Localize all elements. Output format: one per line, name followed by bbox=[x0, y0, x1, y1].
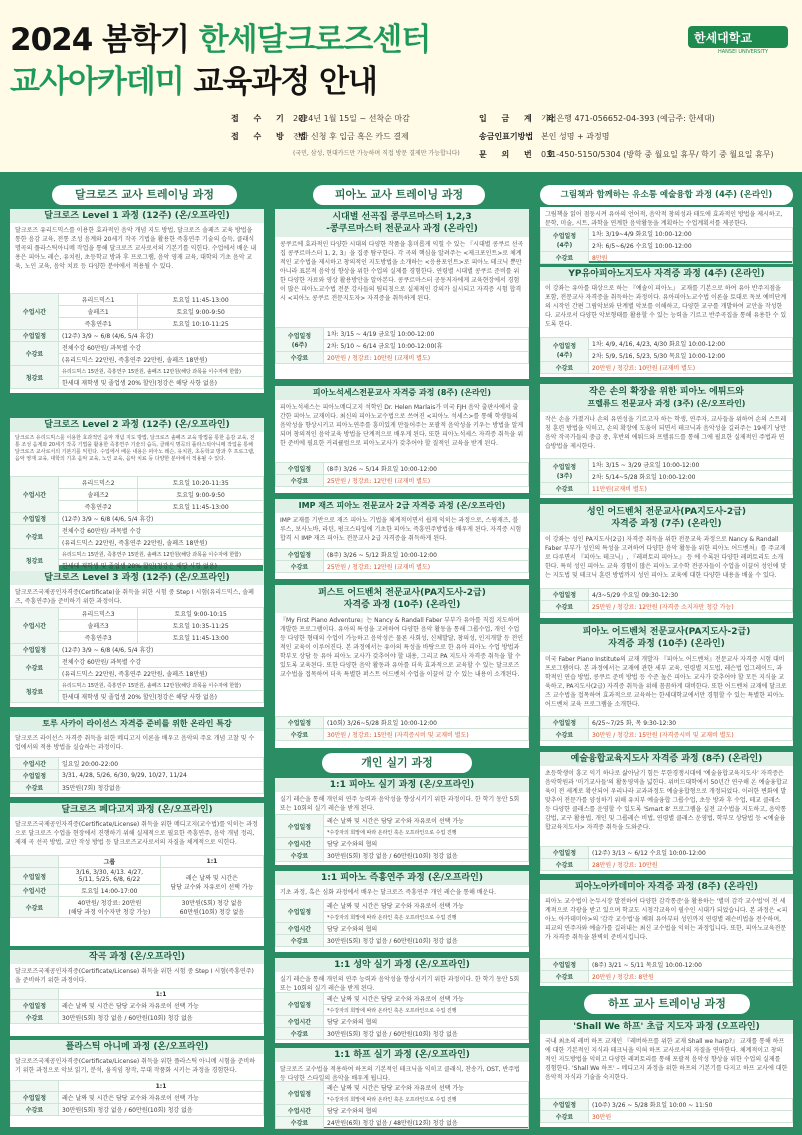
course-desc: 달크로즈 라이선스 자격증 취득을 위한 메디고지 이론을 배우고 음악의 주요 개념 고찰 및 수업에서의 적용 방법을 실습하는 과정이다. bbox=[15, 735, 255, 751]
section-dalcroze-title: 달크로즈 교사 트레이닝 과정 bbox=[52, 185, 237, 205]
course-harp-1on1 bbox=[275, 1048, 529, 1127]
course-first-adventure bbox=[275, 585, 529, 748]
title-line-2: 교사아카데미 교육과정 안내 bbox=[10, 64, 377, 100]
section-piano-title: 피아노 교사 트레이닝 과정 bbox=[313, 185, 485, 205]
course-table: 1:1 수업일정 레슨 날짜 및 시간은 담당 교수와 자유로이 선택 가능 수강료 30만원(5회) 청강 없음 / 60만원(10회) 청강 없음 bbox=[10, 1080, 264, 1116]
info-method: 접 수 방 법전화 신청 후 입금 혹은 카드 결제 bbox=[231, 132, 409, 141]
course-table: 수업일정 레슨 날짜 및 시간은 담당 교수와 자유로이 선택 가능 *수강자의 희망에 따라 온라인 혹은 오프라인으로 수업 진행 수업시간 담당 교수와의 협의 수강료 24만원(6회) 청강 없음 / 48만원(12회) 청강 없음 bbox=[275, 1081, 529, 1129]
course-level1 bbox=[10, 209, 264, 393]
course-table: 수업시간 유리드믹스2 토요일 10:20-11:35 솔페즈2 토요일 9:00-9:50 즉흥연주2 토요일 11:45-13:00 수업일정 (12주) 3/9 ~ 6/8 (4/6, 5/4 휴강) 수강료 전체수강 60만원/ 과목별 수강 (유리드믹스 22만원, 즉흥연주 22만원, 솔페즈 18만원) 청강료 유리드믹스 15만원, 즉흥연주 15만원, 솔페즈 12만원(해당 과목을 이수자에 한함) 한세대 재학생 및 졸업생 20% 할인(청강은 해당 사항 없음) bbox=[10, 476, 264, 572]
course-title: 작곡 과정 (온/오프라인) bbox=[10, 950, 264, 964]
course-desc: 실기 레슨을 통해 개인의 연주 능력과 음악성을 향상시키기 위한 과정이다. 한 학기 동안 5회 또는 10회의 실기 레슨을 받게 된다. bbox=[280, 796, 520, 812]
course-desc: 이 강좌는 유아를 대상으로 하는 『예솔이 피아노』 교재를 기본으로 하여 유아 반주지점을 포함, 전문교사 자격증을 취득하는 과정이다. 유아피아노교수법 이론을 토대로 독보 예비단계의 시작인 간편 그림악보와 단계별 악보를 이해하고, 다양한 교구를 개발하여 교안을 작성한다. 교사로서 다양한 악보형태를 활용할 수 있는 능력을 기르고 반주곡집을 통해 유용한 수 있도록 한다. bbox=[545, 285, 787, 328]
course-shall-we-harp bbox=[540, 1020, 793, 1127]
course-table: 수업시간 유리드믹스1 토요일 11:45-13:00 솔페즈1 토요일 9:00-9:50 즉흥연주1 토요일 10:10-11:25 수업일정 (12주) 3/9 ~ 6/8 (4/6, 5/4 휴강) 수강료 전체수강 60만원/ 과목별 수강 (유리드믹스 22만원, 즉흥연주 22만원, 솔페즈 18만원) 청강료 유리드믹스 15만원, 즉흥연주 15만원, 솔페즈 12만원(해당 과목을 이수자에 한함) 한세대 재학생 및 졸업생 20% 할인(청강은 해당 사항 없음) bbox=[10, 293, 264, 389]
course-table: 수업일정 레슨 날짜 및 시간은 담당 교수와 자유로이 선택 가능 *수강자의 희망에 따라 온라인 혹은 오프라인으로 수업 진행 수업시간 담당 교수와의 협의 수강료 30만원(5회) 청강 없음 / 60만원(10회) 청강 없음 bbox=[275, 814, 529, 862]
course-imp-jazz bbox=[275, 499, 529, 579]
course-title: 작은 손의 확장을 위한 피아노 에튀드와 프렐류드 전문교사 과정 (3주) (온/오프라인) bbox=[540, 384, 793, 412]
course-piano-adventure bbox=[540, 624, 793, 746]
course-toru bbox=[10, 717, 264, 797]
course-table: 수업일정 (12주) 3/13 ~ 6/12 수요일 10:00-12:00 수강료 28만원 / 청강료: 10만원 bbox=[540, 846, 793, 871]
course-title: 달크로즈 Level 2 과정 (12주) (온/오프라인) bbox=[10, 418, 264, 432]
course-table: 수업일정 레슨 날짜 및 시간은 담당 교수와 자유로이 선택 가능 *수강자의 희망에 따라 온라인 혹은 오프라인으로 수업 진행 수업시간 담당 교수와의 협의 수강료 30만원(5회) 청강 없음 / 60만원(10회) 청강 없음 bbox=[275, 899, 529, 947]
course-desc: 피아노 교수법이 논두시장 발전하여 다양한 감각통준'을 활용하는 '별미 감각 교수법'이 전 세계적으로 각광을 받고 있으며 학교도 시청각교육이 필수인 시대가 되었습니다. 본 과정은 <피아노 아카데미아>의 '감각 교수법'을 배워 유아부터 성인까지 연령별 레슨비법을 전수하며, 피교의 연주자와 예술가를 길러내는 최신 교수법을 익히는 과정입니다. 또한, 피아노교육전문가 자격증 취득을 완벽히 준비시킵니다. bbox=[545, 898, 788, 941]
course-picturebook bbox=[540, 207, 793, 261]
course-desc: 기초 과정, 혹은 심화 과정에서 배우는 달크로즈 즉흥연주 개인 레슨을 통해 배운다. bbox=[280, 889, 497, 896]
course-title: YP유아피아노지도사 자격증 과정 (4주) (온라인) bbox=[540, 267, 793, 281]
course-table: 1:1 수업일정 레슨 날짜 및 시간은 담당 교수와 자유로이 선택 가능 수강료 30만원(5회) 청강 없음 / 60만원(10회) 청강 없음 bbox=[10, 988, 264, 1024]
course-adult-adventure bbox=[540, 504, 793, 618]
course-title: 달크로즈 Level 1 과정 (12주) (온/오프라인) bbox=[10, 209, 264, 223]
course-table: 수업일정 (6주) 1차: 3/15 ~ 4/19 금요일 10:00-12:00 2차: 5/10 ~ 6/14 금요일 10:00-12:00(휴 수강료 20만원 / 청강료: 10만원 (교재비 별도) bbox=[275, 327, 529, 364]
course-title: 달크로즈 Level 3 과정 (12주) (온/오프라인) bbox=[10, 571, 264, 585]
course-table: 수업일정 (10회) 3/26~5/28 화요일 10:00-12:00 수강료 30만원 / 청강료: 15만원 (자격증시비 및 교재비 별도) bbox=[275, 716, 529, 741]
course-table: 수업시간 일요일 20:00-22:00 수업일정 3/31, 4/28, 5/26, 6/30, 9/29, 10/27, 11/24 수강료 35만원(7회) 청강없음 bbox=[10, 757, 264, 794]
course-table: 수업일정 (8주) 3/26 ~ 5/12 화요일 10:00-12:00 수강료 25만원 / 청강료: 12만원 (교재비 별도) bbox=[275, 548, 529, 573]
course-piano-academia bbox=[540, 880, 793, 986]
course-desc: 달크로즈 유리드믹스를 이용한 효과적인 음악 개념 지도 방법, 달크로즈 솔페즈 교육 방법을 통한 음감 교육, 전통 조성 음계와 20세기 작곡 기법을 활용한 즉흥연주 기술의 습득, 클래식 명곡의 플라스틱아니메 작업을 통해 달크로즈 교사로서의 기본기를 익힌다. 수업에서 배운 내용은 피아노 레슨, 유치원, 초등학교 방과 후 프로그램, 음악 영재 교육, 대학의 기초 음악 교육, 노인 교육, 음악 치료 등 다양한 분야에서 적용될 수 있다. bbox=[15, 435, 255, 462]
course-plastique bbox=[10, 1040, 264, 1127]
course-desc: 달크로즈국제공인자격증(Certificate)을 취득을 위한 시험 중 Step I 시험(유리드믹스, 솔페즈, 즉흥연주)을 준비하기 위한 과정이다. bbox=[15, 589, 254, 605]
course-title: 피아노석세스전문교사 자격증 과정 (8주) (온라인) bbox=[275, 386, 529, 400]
course-title: 1:1 피아노 실기 과정 (온/오프라인) bbox=[275, 778, 529, 792]
course-desc: 달크로즈 교수법을 적용하여 하프의 기본적인 테크닉을 익히고 클래식, 찬송가, OST, 반주법 등 다양한 스타일의 음악을 배우게 됩니다. bbox=[280, 1066, 520, 1082]
course-desc: 달크로즈국제공인자격증(Certificate/License) 취득을 위한 시험 중 Step I 시험(즉흥연주)을 준비하기 위한 과정이다. bbox=[15, 968, 254, 984]
info-account: 입 금 계 좌기업은행 471-056652-04-393 (예금주: 한세대) bbox=[479, 114, 715, 123]
header-area bbox=[0, 0, 802, 172]
course-title: 달크로즈 페다고지 과정 (온/오프라인) bbox=[10, 803, 264, 817]
info-sender: 송금인표기방법 본인 성명 + 과정명 bbox=[479, 132, 610, 141]
course-piano-success bbox=[275, 386, 529, 493]
section-harp-title: 하프 교사 트레이닝 과정 bbox=[584, 994, 750, 1014]
course-level2 bbox=[10, 418, 264, 570]
course-improv-1on1 bbox=[275, 871, 529, 952]
course-title: 피아노아카데미아 자격증 과정 (8주) (온라인) bbox=[540, 880, 793, 894]
course-table: 수업일정 (8주) 3/26 ~ 5/14 화요일 10:00-12:00 수강료 25만원 / 청강료: 12만원 (교재비 별도) bbox=[275, 462, 529, 487]
course-concours-master bbox=[275, 209, 529, 379]
course-table: 수업일정 레슨 날짜 및 시간은 담당 교수와 자유로이 선택 가능 *수강자의 희망에 따라 온라인 혹은 오프라인으로 수업 진행 수업시간 담당 교수와의 협의 수강료 30만원(5회) 청강 없음 / 60만원(10회) 청강 없음 bbox=[275, 992, 529, 1040]
course-table: 수업일정 (10주) 3/26 ~ 5/28 화요일 10:00 ~ 11:50 수강료 30만원 bbox=[540, 1098, 793, 1123]
course-title: 피아노 어드벤처 전문교사(PA지도사-2급) 자격증 과정 (10주) (온라인) bbox=[540, 624, 793, 652]
course-table: 수업시간 유리드믹스3 토요일 9:00-10:15 솔페즈3 토요일 10:35-11:25 즉흥연주3 토요일 11:45-13:00 수업일정 (12주) 3/9 ~ 6/8 (4/6, 5/4 휴강) 수강료 전체수강 60만원/ 과목별 수강 (유리드믹스 22만원, 즉흥연주 22만원, 솔페즈 18만원) 청강료 유리드믹스 15만원, 즉흥연주 15만원, 솔페즈 12만원(해당 과목을 이수자에 한함) 한세대 재학생 및 졸업생 20% 할인(청강은 해당 사항 없음) bbox=[10, 607, 264, 703]
course-level3 bbox=[10, 571, 264, 707]
course-piano-1on1 bbox=[275, 778, 529, 865]
course-title: 'Shall We 하프' 초급 지도자 과정 (오프라인) bbox=[540, 1020, 793, 1034]
course-vocal-1on1 bbox=[275, 958, 529, 1043]
course-composition bbox=[10, 950, 264, 1036]
course-small-hands bbox=[540, 384, 793, 498]
info-period: 접 수 기 간2024년 1월 15일 ~ 선착순 마감 bbox=[231, 114, 410, 123]
course-table: 수업일정 (4주) 1차: 3/19~4/9 화요일 10:00-12:00 2차: 6/5~6/26 수요일 10:00-12:00 수강료 8만원 bbox=[540, 227, 793, 264]
course-desc: 미국 Faber Piano Institute의 교재 개발자 『피아노 어드벤처』전문교사 자격증 시험 대비 프로그램이다. 본 과정에서는 교재에 관한 세부 교육, 연령별 지도법, 레슨법 업그레이드, 과학적인 연습 방법, 콩쿠르 준비 방법 등 수준 높은 피아노 교사가 갖추어야 할 모든 지식을 교육하고, PA지도사(2급) 자격증 취득을 위해 꼼꼼하게 대비한다. 또한 어드벤처 교재에 달크로즈 교수법을 접목하여 효과적으로 교육하는 한세대학교에서만 경험할 수 있는 특별한 피아노 어드벤처 교육 프로그램을 소개한다. bbox=[545, 656, 787, 708]
course-pedagogy bbox=[10, 803, 264, 946]
section-solo-title: 개인 실기 과정 bbox=[322, 753, 472, 773]
course-table: 수업일정 6/25~7/25 화, 목 9:30-12:30 수강료 30만원 / 청강료: 15만원 (자격증시비 및 교재비 별도) bbox=[540, 716, 793, 741]
course-desc: 이 강좌는 성인 PA지도사(2급) 자격증 취득을 위한 전문교육 과정으로 Nancy & Randall Faber 부부가 성인의 특성을 고려하여 다양한 음악 활동을 위한 피아노 어드벤처』를 주교재로 다루면서 『피아노 테크닉』, 『레퍼토리 피아노』 등 에 수록된 다양한 레퍼토리도 소개한다. 특히 성인 피아노 교육 경험이 많은 피아노 교수학 전공자들이 수업을 이끌어 성인에 맞는 지도법 및 테크닉 훈련 방법까지 성인 피아노 교육에 대한 다양한 내용을 배울 수 있다. bbox=[545, 536, 787, 579]
course-title: 퍼스트 어드벤처 전문교사(PA지도사-2급) 자격증 과정 (10주) (온라인) bbox=[275, 585, 529, 613]
course-desc: 피아노석세스는 피아노메디고지 석학인 Dr. Helen Marlais가 미국 FJH 음악 출판사에서 출간한 피아노 교재이다. 최신의 피아노교수법으로 쓰여진 <피아노 석세스>를 통해 학생들의 음악성을 향상시키고 피아노연주를 흥미있게 만들어주는 포괄적 음악성을 키우는 방법을 알게 되며 창의적인 음악교육 방법을 단계적으로 배우게 된다. 또한 피아노석세스 자격증 취득을 위한 준비에 필요한 커리큘럼으로 피아노교사가 갖추어야 할 질적인 교육을 받게 된다. bbox=[280, 404, 524, 447]
course-desc: 실기 레슨을 통해 개인의 연주 능력과 음악성을 향상시키기 위한 과정이다. 한 학기 동안 5회 또는 10회의 실기 레슨을 받게 된다. bbox=[280, 976, 520, 992]
course-table: 수업일정 4/3~5/29 수요일 09:30-12:30 수강료 25만원 / 청강료: 12만원 (자격증 소지자만 청강 가능) bbox=[540, 588, 793, 613]
info-contact: 문 의 번 호031-450-5150/5304 (방학 중 월요일 휴무/ 학기 중 월요일 휴무) bbox=[479, 150, 774, 159]
course-table: 그룹 1:1 수업일정 3/16, 3/30, 4/13. 4/27, 5/11, 5/25, 6/8, 6/22 레슨 날짜 및 시간은 담당 교수와 자유로이 선택 가능 수업시간 토요일 14:00-17:00 수강료 40만원/ 청강료: 20만원 (해당 과정 이수자만 청강 가능) 30만원(5회) 청강 없음 60만원(10회) 청강 없음 bbox=[10, 855, 264, 918]
course-table: 수업일정 (4주) 1차: 4/9, 4/16, 4/23, 4/30 화요일 10:00-12:00 2차: 5/9, 5/16, 5/23, 5/30 목요일 10:00-12:00 수강료 20만원 / 청강료: 10만원 (교재비 별도) bbox=[540, 337, 793, 374]
course-desc: 『My First Piano Adventure』는 Nancy & Randall Faber 부부가 유아를 직접 지도하며 개발한 프로그램이다. 유아의 특성을 고려하여 다양한 음악 활동을 통해 그룹수업, 개인 수업 등 다양한 형태의 수업이 가능하고 음악성은 물론 사회성, 신체발달, 창의성, 인지개발 등 전인적인 교육이 이루어진다. 본 과정에서는 유아의 특성을 바탕으로 한 유아 피아노 수업 방법과 학부모 상담 등 유아 피아노 교사가 갖추어야 할 내용, 그리고 PA 지도사 자격증 취득을 할 수 있도록 교육된다. 또한 다양한 음악 활동과 유아를 더욱 효과적으로 교육할 수 있는 달크로즈 교수법을 접목하여 더욱 특별한 퍼스트 어드벤처 수업을 이끌어 갈 수 있는 내용이 소개된다. bbox=[280, 617, 524, 678]
course-desc: 달크로즈국제공인자격증(Certificate/License) 취득을 위한 메디고지(교수법)를 익히는 과정으로 달크로즈 수업을 현장에서 진행하기 위해 실제적으로 필요한 즉흥연주, 음악 개념 정리, 제재 곡 선곡 방법, 교안 작성 방법 등 달크로즈교사로서의 자질을 체계적으로 익힌다. bbox=[15, 821, 258, 846]
course-title: 예술융합교육지도사 자격증 과정 (8주) (온라인) bbox=[540, 752, 793, 766]
course-yp-piano bbox=[540, 267, 793, 377]
course-desc: 달크로즈국제공인자격증(Certificate/License) 취득을 위한 플라스틱 아니메 시험을 준비하기 위한 과정으로 악보 읽기, 분석, 움직임 창작, 무대 작품화 시키는 과정을 경험한다. bbox=[15, 1058, 256, 1074]
course-desc: 달크로즈 유리드믹스를 이용한 효과적인 음악 개념 지도 방법, 달크로즈 솔페즈 교육 방법을 통한 음감 교육, 전통 조성 음계와 20세기 작곡 기법을 활용한 즉흥연주 기술의 습득, 클래식 명곡의 플라스틱아니메 작업을 통해 달크로즈 교사로서의 기본기를 익힌다. 수업에서 배운 내용은 피아노 레슨, 유치원, 초등학교 방과 후 프로그램, 음악 영재 교육, 대학의 기초 음악 교육, 노인 교육, 음악 치료 등 다양한 분야에서 적용될 수 있다. bbox=[15, 227, 257, 270]
course-title: IMP 재즈 피아노 전문교사 2급 자격증 과정 (온/오프라인) bbox=[275, 499, 529, 513]
course-title: 1:1 피아노 즉흥연주 과정 (온/오프라인) bbox=[275, 871, 529, 885]
course-desc: 작은 손을 가졌거나 손의 유연성을 기르고자 하는 학생, 연주자, 교사들을 위하여 손의 스트레칭 훈련 방법을 익히고, 손의 확장에 도움이 되면서 테크닉과 음악성을 길러주는 19세기 낭만 음악 작곡가들의 중급 중, 후반의 에튀드와 프렐류드를 통해 그에 필요한 실제적인 주법과 연습방법을 제시한다. bbox=[545, 416, 787, 450]
course-title: 1:1 하프 실기 과정 (온/오프라인) bbox=[275, 1048, 529, 1062]
course-arts-convergence bbox=[540, 752, 793, 874]
info-method-note: (국민, 삼성, 현대카드만 가능하며 직접 방문 결제만 가능합니다) bbox=[293, 150, 460, 157]
course-desc: IMP 교재를 기반으로 재즈 피아노 기법을 체계적이면서 쉽게 익히는 과정으로, 스윙재즈, 블루스, 보사노바, 라틴, 펑크스타일에 기초한 피아노 즉흥연주방법을 배우게 된다. 자격증 시험 합격 시 IMP 재즈 피아노 전문교사 2급 자격증을 취득하게 된다. bbox=[280, 517, 522, 542]
course-desc: 국내 최초의 레버 하프 교재인 『레버하프를 위한 교재 Shall we harp?』 교재를 통해 하프에 대한 기본적인 지식과 테크닉을 익혀 하프 교사로서의 자질을 연마한다. 체계적이고 창의적인 지도방법을 익히고 다양한 레퍼토리를 통해 포괄적 음악성 향상을 위한 수업의 실제를 경험한다. 'Shall We 하프' – 메디고지 과정을 위한 하프의 기본기를 다지고 하프 교사에 대한 음악적 자식과 기술을 숙지한다. bbox=[545, 1038, 788, 1081]
course-title: 토루 사카이 라이선스 자격증 준비를 위한 온라인 특강 bbox=[10, 717, 264, 731]
course-desc: 콩쿠르에 효과적인 다양한 시대의 다양한 작품을 흥미롭게 익힐 수 있는 『시대별 콩쿠르 선곡집 콩쿠르마스터 1, 2, 3』을 집중 탐구한다. 각 곡의 핵심을 알려주는 <제크포인트>로 체계적인 교수법을 제시하고 창의적인 지도방법을 소개하는 <응용포인트>로 피아노 테크닉 뿐만 아니라 표본적 음악성 향상을 위한 수업의 실제를 경험한다. 연령별 시대별 콩쿠르 준비를 위한 다양한 자료와 영상 활용방안을 알아본다. 콩쿠르마스터 공동저자에게 교육현장에서 경험이 많은 피아노교수법 전문 강사들의 팀티칭으로 실제적인 강의가 실시되고 자격증 시험 합격 시 <피아노 콩쿠르 전문지도자> 자격증을 취득하게 된다. bbox=[280, 241, 524, 302]
course-desc: 그림책을 읽어 점둥시켜 유아의 언어적, 음악적 창의성과 태도에 효과적인 방법을 제시하고, 문학, 미술, 시트, 과학을 연계한 음악활동을 계획하는 수업계획서를 제공한다. bbox=[545, 211, 783, 227]
course-title: 1:1 성악 실기 과정 (온/오프라인) bbox=[275, 958, 529, 972]
course-title: 시대별 선곡집 콩쿠르마스터 1,2,3 -콩쿠르마스터 전문교사 과정 (온라인) bbox=[275, 209, 529, 237]
title-line-1: 2024 봄학기 한세달크로즈센터 bbox=[10, 22, 431, 58]
course-desc: 초등학생이 흥고 익기 하나로 삶아남기 힘든 무한경쟁시대에 '예술융합교육지도사' 자격증은 음악학원과 '미기교사들'의 활동영역을 넓힌다. 위버드대학에서 50년간 연구해 온 예술융합교육이 전 세계로 확산되어 우리나라 교과과정도 예술융합형으로 개정되었다. 이러한 변화에 발맞추어 전문가를 양성하기 위해 유치부 예술융합 그룹수업, 초등 방과 후 수업, 테교 클래스 등 다양한 클래스를 운영할 수 있도록 'Smart 8' 프로그램을 실전 교수법을 지도하고, 음악통감법, 교구 활용법, 개인 및 그룹레슨 비법, 연령별 클래스 운영법, 학부모 상담법 등 <예술융합교육지도사> 자격증 취득을 도와준다. bbox=[545, 770, 788, 831]
course-table: 수업일정 (3주) 1차: 3/15 ~ 3/29 금요일 10:00-12:00 2차: 5/14~5/28 화요일 10:00-12:00 수강료 11만원(교재비 별도) bbox=[540, 458, 793, 495]
section-picturebook-title: 그림책과 함께하는 유소통 예술융합 과정 (4주) (온라인) bbox=[540, 185, 793, 205]
course-title: 플라스틱 아니메 과정 (온/오프라인) bbox=[10, 1040, 264, 1054]
course-title: 성인 어드벤처 전문교사(PA지도사-2급) 자격증 과정 (7주) (온라인) bbox=[540, 504, 793, 532]
university-logo: 한세대학교 HANSEI UNIVERSITY bbox=[688, 26, 788, 48]
course-table: 수업일정 (8주) 3/21 ~ 5/11 목요일 10:00-12:00 수강료 20만원 / 청강료: 8만원 bbox=[540, 958, 793, 983]
